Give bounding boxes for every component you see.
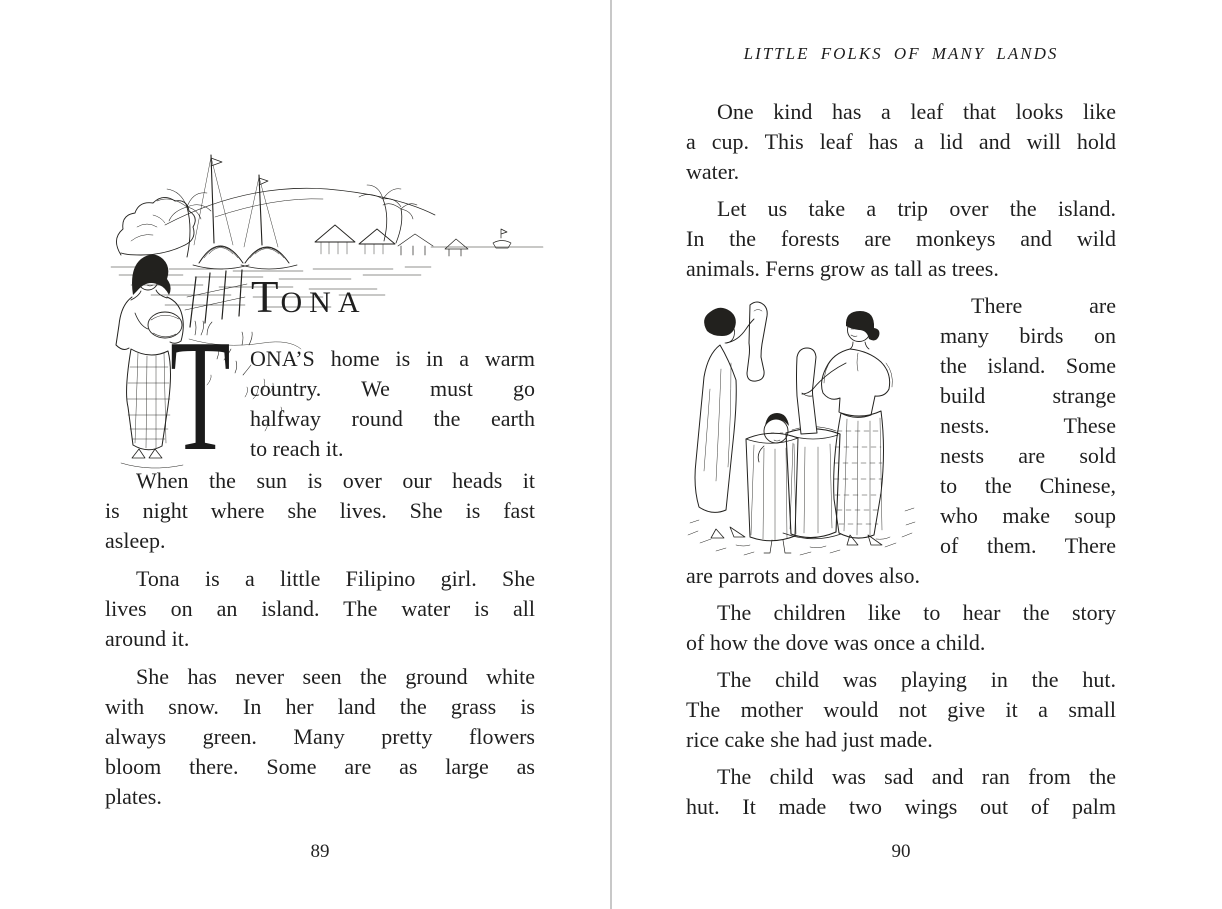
text-line: is night where she lives. She is fast: [105, 498, 535, 523]
text-line: The mother would not give it a small: [686, 697, 1116, 722]
text-line: many birds on: [940, 323, 1116, 348]
right-top-paragraphs: [686, 97, 1116, 284]
paragraph: [686, 97, 1116, 187]
text-line: Tona is a little Filipino girl. She: [136, 566, 535, 591]
text-line: The child was sad and ran from the: [717, 764, 1116, 789]
text-line: who make soup: [940, 503, 1116, 528]
text-line: nests. These: [940, 413, 1116, 438]
text-line: the island. Some: [940, 353, 1116, 378]
text-line: When the sun is over our heads it: [136, 468, 535, 493]
text-line: to the Chinese,: [940, 473, 1116, 498]
text-line: There are: [971, 293, 1116, 318]
paragraph: [686, 762, 1116, 822]
text-line: always green. Many pretty flowers: [105, 724, 535, 749]
left-page-body: [105, 466, 535, 820]
text-line: with snow. In her land the grass is: [105, 694, 535, 719]
paragraph: [686, 598, 1116, 658]
paragraph: [105, 564, 535, 654]
text-line: water.: [686, 159, 740, 184]
running-header: LITTLE FOLKS OF MANY LANDS: [743, 44, 1059, 63]
text-line: halfway round the earth: [250, 406, 535, 431]
text-line: of how the dove was once a child.: [686, 630, 986, 655]
text-line: In the forests are monkeys and wild: [686, 226, 1116, 251]
text-line: around it.: [105, 626, 190, 651]
text-line: bloom there. Some are as large as: [105, 754, 535, 779]
paragraph: [105, 466, 535, 556]
rice-pounding-illustration: [680, 297, 925, 565]
text-line: Let us take a trip over the island.: [717, 196, 1116, 221]
text-line: rice cake she had just made.: [686, 727, 933, 752]
right-bottom-paragraphs: [686, 598, 1116, 822]
illustrated-paragraph: [686, 291, 1116, 591]
text-line: The children like to hear the story: [717, 600, 1116, 625]
text-line: hut. It made two wings out of palm: [686, 794, 1116, 819]
text-line: animals. Ferns grow as tall as trees.: [686, 256, 999, 281]
page-number-left: 89: [310, 841, 330, 862]
drop-cap: T: [170, 306, 231, 484]
text-line: of them. There: [940, 533, 1116, 558]
chapter-title: [251, 272, 367, 322]
paragraph: [105, 662, 535, 812]
text-line: build strange: [940, 383, 1116, 408]
wrapped-text-column: [940, 291, 1116, 561]
text-line: country. We must go: [250, 376, 535, 401]
text-line: a cup. This leaf has a lid and will hold: [686, 129, 1116, 154]
page-number-right: 90: [891, 841, 911, 862]
wrap-paragraph-last-line: are parrots and doves also.: [686, 563, 920, 588]
chapter-title-rest: ONA: [280, 286, 367, 319]
text-line: to reach it.: [250, 436, 344, 461]
right-page-body: [686, 97, 1116, 829]
paragraph: [686, 194, 1116, 284]
text-line: lives on an island. The water is all: [105, 596, 535, 621]
page-gutter-divider: [610, 0, 612, 909]
text-line: asleep.: [105, 528, 166, 553]
text-line: She has never seen the ground white: [136, 664, 535, 689]
text-line: One kind has a leaf that looks like: [717, 99, 1116, 124]
text-line: plates.: [105, 784, 162, 809]
text-line: nests are sold: [940, 443, 1116, 468]
chapter-title-initial: T: [251, 272, 281, 322]
paragraph: [686, 665, 1116, 755]
text-line: ONA’S home is in a warm: [250, 346, 535, 371]
opening-paragraph: [250, 344, 535, 464]
text-line: The child was playing in the hut.: [717, 667, 1116, 692]
